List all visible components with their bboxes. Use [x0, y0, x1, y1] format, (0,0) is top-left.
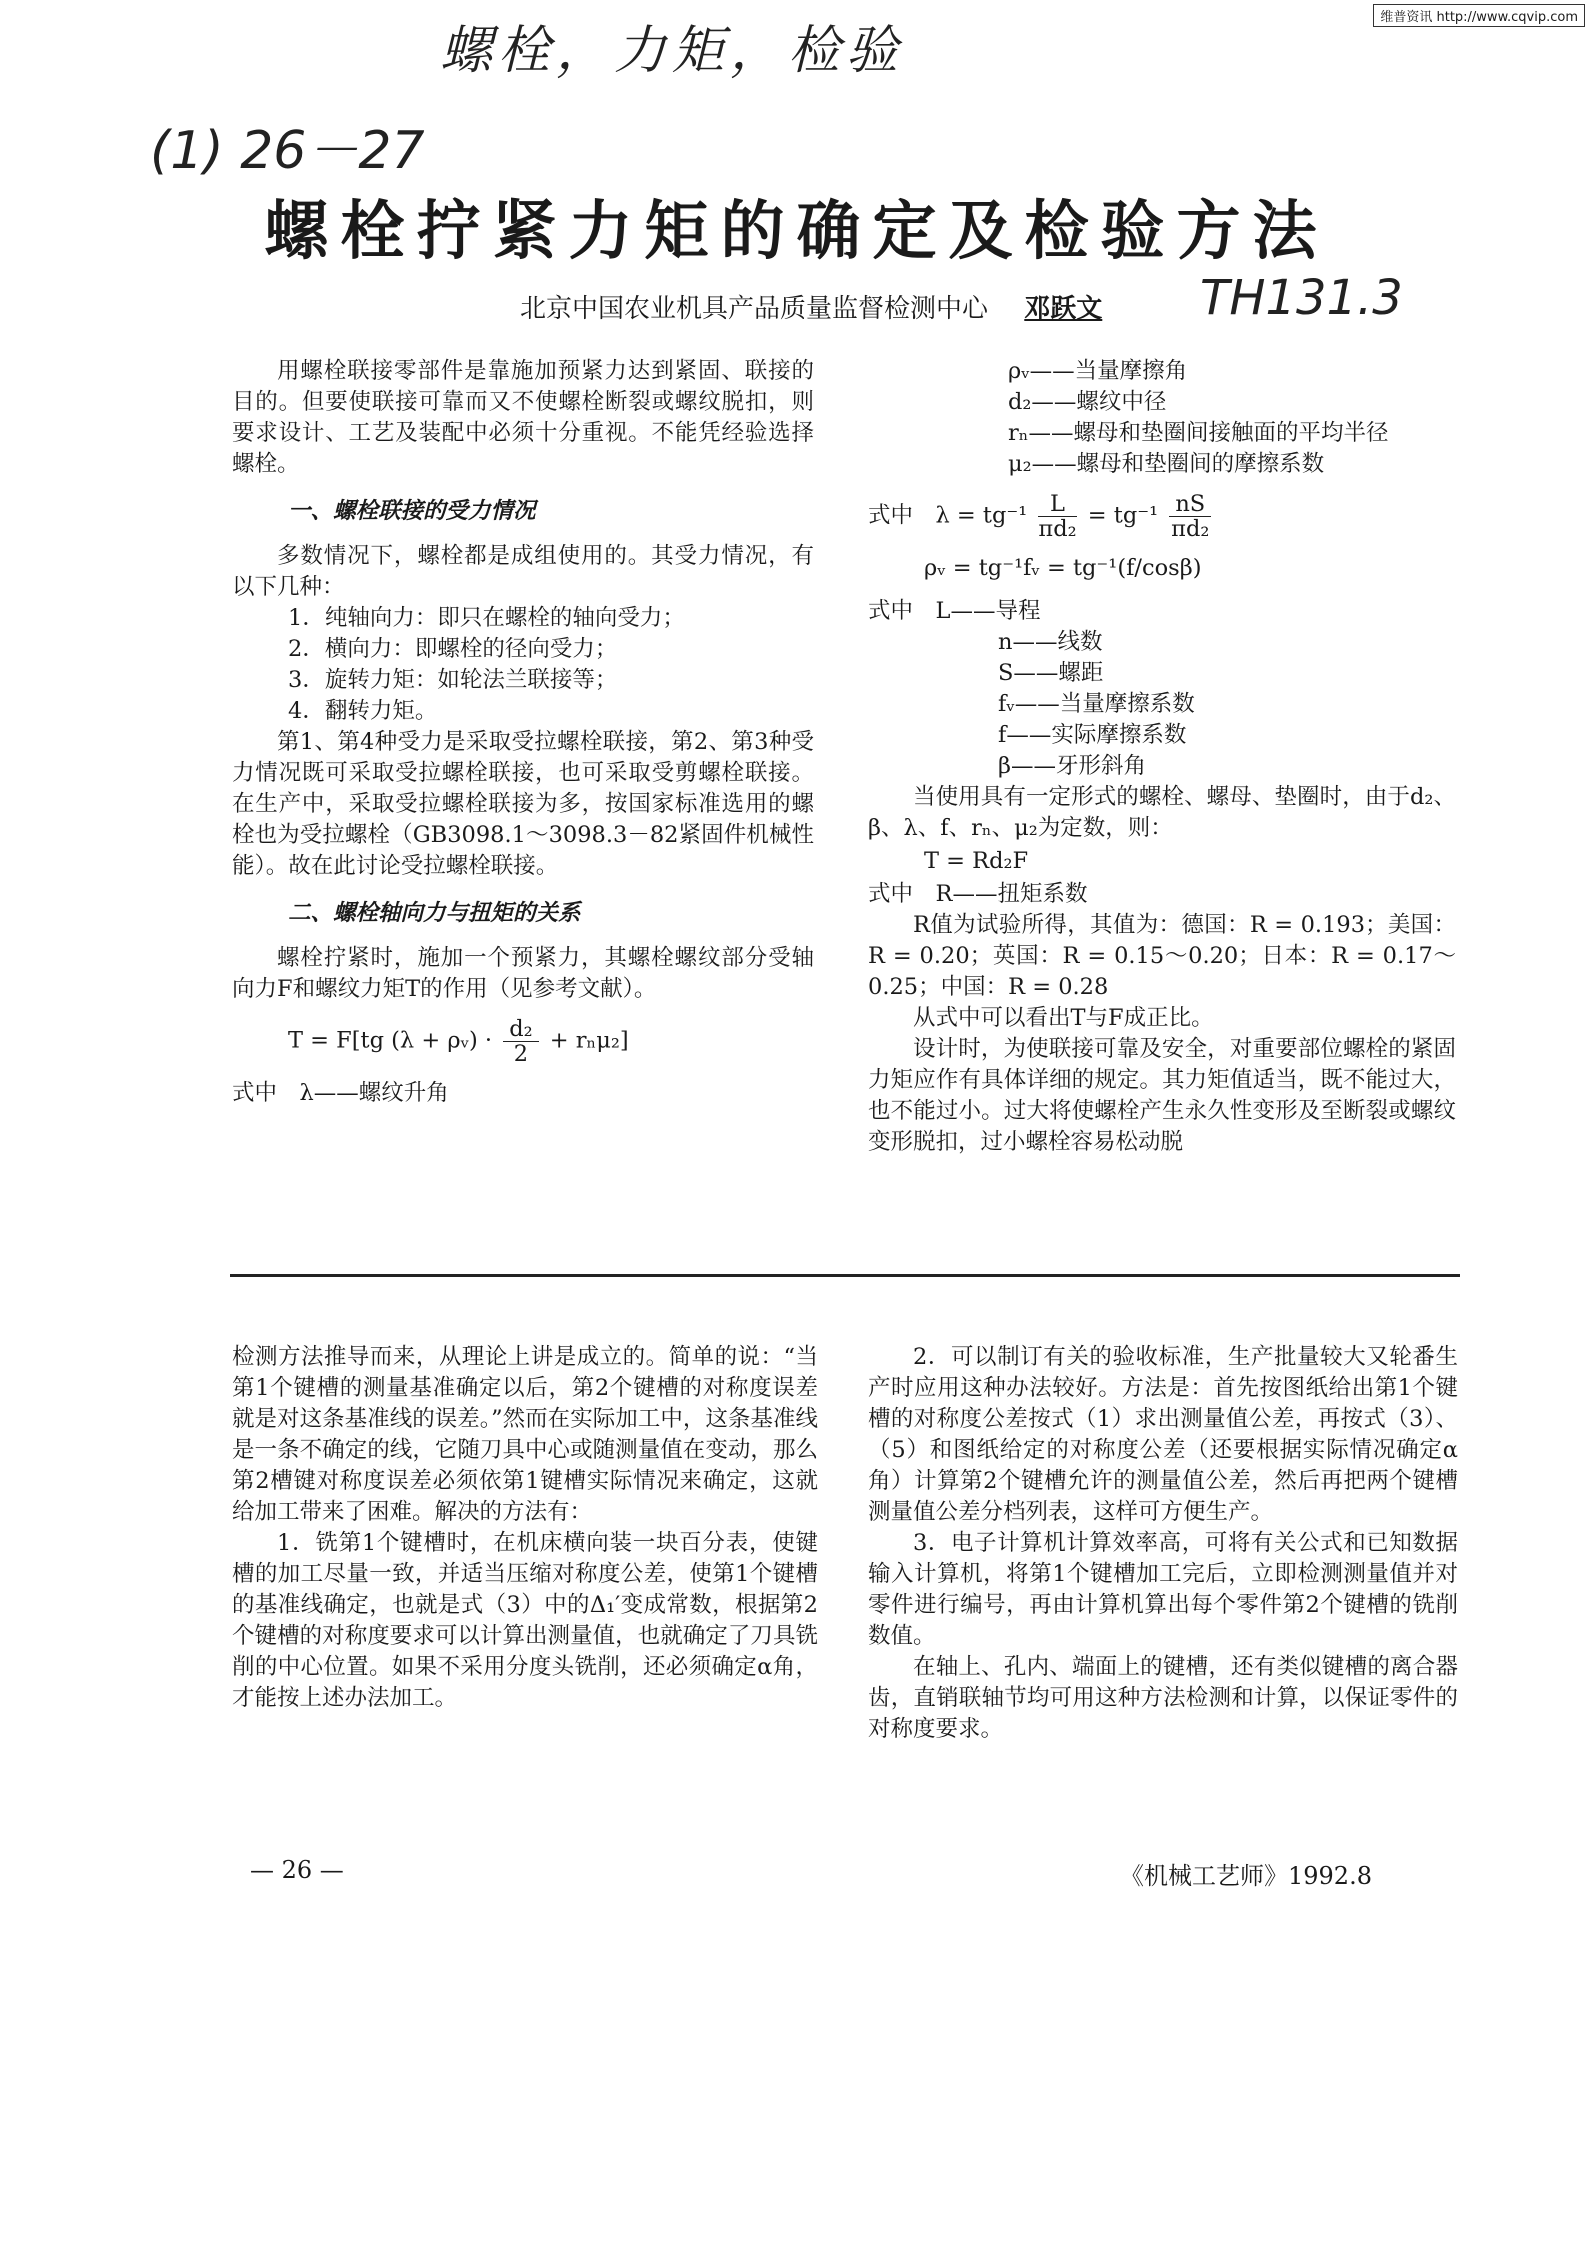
watermark: 维普资讯 http://www.cqvip.com: [1373, 4, 1585, 27]
author-name: 邓跃文: [1024, 294, 1103, 324]
handwritten-page-range: (1) 26－27: [150, 121, 425, 181]
paragraph: 当使用具有一定形式的螺栓、螺母、垫圈时，由于d₂、β、λ、f、rₙ、μ₂为定数，则：: [868, 784, 1456, 841]
list-item: 2．横向力：即螺栓的径向受力；: [288, 636, 618, 662]
column-3: [232, 1342, 818, 1714]
paragraph: 用螺栓联接零部件是靠施加预紧力达到紧固、联接的目的。但要使联接可靠而又不使螺栓断裂或螺纹脱扣，则要求设计、工艺及装配中必须十分重视。不能凭经验选择螺栓。: [232, 358, 814, 477]
paragraph: 3．电子计算机计算效率高，可将有关公式和已知数据输入计算机，将第1个键槽加工完后，立即检测测量值并对零件进行编号，再由计算机算出每个零件第2个键槽的铣削数值。: [868, 1530, 1458, 1649]
article-title: 螺栓拧紧力矩的确定及检验方法: [264, 194, 1329, 269]
list-item: 4．翻转力矩。: [288, 698, 438, 724]
paragraph: 第1、第4种受力是采取受拉螺栓联接，第2、第3种受力情况既可采取受拉螺栓联接，也可采取受剪螺栓联接。在生产中，采取受拉螺栓联接为多，按国家标准选用的螺栓也为受拉螺栓（GB3098.1～3098.3－82紧固件机械性能）。故在此讨论受拉螺栓联接。: [232, 729, 814, 879]
paragraph: 1．铣第1个键槽时，在机床横向装一块百分表，使键槽的加工尽量一致，并适当压缩对称度公差，使第1个键槽的基准线确定，也就是式（3）中的Δ₁′变成常数，根据第2个键槽的对称度要求可以计算出测量值，也就确定了刀具铣削的中心位置。如果不采用分度头铣削，还必须确定α角，才能按上述办法加工。: [232, 1530, 818, 1711]
fraction: $\frac{L}{\text{πd₂}}$: [1038, 491, 1077, 542]
fraction: $\frac{nS}{\text{πd₂}}$: [1171, 491, 1210, 542]
paragraph: 螺栓拧紧时，施加一个预紧力，其螺栓螺纹部分受轴向力F和螺纹力矩T的作用（见参考文献）。: [232, 945, 814, 1002]
handwritten-classification: TH131.3: [1200, 270, 1403, 326]
paragraph: R值为试验所得，其值为：德国：R = 0.193；美国：R = 0.20；英国：R = 0.15～0.20；日本：R = 0.17～0.25；中国：R = 0.28: [868, 912, 1456, 1000]
definition: β——牙形斜角: [998, 753, 1147, 779]
byline: [520, 288, 1102, 325]
torque-formula: T = F[tg (λ + ρᵥ) · $\frac{\text{d₂}}{2}$ + rₙμ₂]: [288, 1016, 629, 1067]
handwritten-keywords: 螺栓，力矩，检验: [440, 21, 905, 81]
definition: 式中 λ——螺纹升角: [232, 1080, 449, 1106]
paragraph: 检测方法推导而来，从理论上讲是成立的。简单的说：“当第1个键槽的测量基准确定以后，第2个键槽的对称度误差就是对这条基准线的误差。”然而在实际加工中，这条基准线是一条不确定的线，它随刀具中心或随测量值在变动，那么第2槽键对称度误差必须依第1键槽实际情况来确定，这就给加工带来了困难。解决的方法有：: [232, 1344, 818, 1525]
list-item: 1．纯轴向力：即只在螺栓的轴向受力；: [288, 605, 685, 631]
paragraph: 多数情况下，螺栓都是成组使用的。其受力情况，有以下几种：: [232, 543, 814, 600]
definition: ρᵥ——当量摩擦角: [1008, 358, 1188, 384]
paragraph: 从式中可以看出T与F成正比。: [913, 1005, 1214, 1031]
definition: fᵥ——当量摩擦系数: [998, 691, 1195, 717]
definition: f——实际摩擦系数: [998, 722, 1187, 748]
column-2: [868, 356, 1456, 1158]
definition: 式中 R——扭矩系数: [868, 881, 1088, 907]
definition: rₙ——螺母和垫圈间接触面的平均半径: [1008, 420, 1389, 446]
fraction: $\frac{\text{d₂}}{2}$: [503, 1017, 538, 1066]
paragraph: 在轴上、孔内、端面上的键槽，还有类似键槽的离合器齿，直销联轴节均可用这种方法检测和计算，以保证零件的对称度要求。: [868, 1654, 1458, 1742]
definition: μ₂——螺母和垫圈间的摩擦系数: [1008, 451, 1325, 477]
definition: n——线数: [998, 629, 1103, 655]
definition-list: [868, 356, 1456, 480]
definition: d₂——螺纹中径: [1008, 389, 1167, 415]
rho-formula: ρᵥ = tg⁻¹fᵥ = tg⁻¹(f/cosβ): [924, 555, 1202, 581]
definition: S——螺距: [998, 660, 1104, 686]
paragraph: 2．可以制订有关的验收标准，生产批量较大又轮番生产时应用这种办法较好。方法是：首先按图纸给出第1个键槽的对称度公差按式（1）求出测量值公差，再按式（3）、（5）和图纸给定的对称度公差（还要根据实际情况确定α角）计算第2个键槽允许的测量值公差，然后再把两个键槽测量值公差分档列表，这样可方便生产。: [868, 1344, 1458, 1525]
torque-coefficient-formula: T = Rd₂F: [924, 848, 1029, 874]
paragraph: 设计时，为使联接可靠及安全，对重要部位螺栓的紧固力矩应作有具体详细的规定。其力矩值适当，既不能过大，也不能过小。过大将使螺栓产生永久性变形及至断裂或螺纹变形脱扣，过小螺栓容易松动脱: [868, 1036, 1456, 1155]
section-heading: 一、螺栓联接的受力情况: [288, 498, 536, 524]
affiliation: 北京中国农业机具产品质量监督检测中心: [520, 294, 989, 324]
journal-citation: 《机械工艺师》1992.8: [1120, 1862, 1372, 1890]
section-heading: 二、螺栓轴向力与扭矩的关系: [288, 900, 581, 926]
section-divider: [230, 1274, 1460, 1277]
lambda-formula: 式中 λ = tg⁻¹ $\frac{L}{\text{πd₂}}$ = tg⁻¹ $\frac{nS}{\text{πd₂}}$: [868, 491, 1210, 542]
definition-list: [858, 627, 1456, 782]
page-number: — 26 —: [250, 1856, 344, 1884]
list-item: 3．旋转力矩：如轮法兰联接等；: [288, 667, 618, 693]
definition: 式中 L——导程: [868, 598, 1041, 624]
column-1: [232, 356, 814, 1109]
column-4: [868, 1342, 1458, 1745]
